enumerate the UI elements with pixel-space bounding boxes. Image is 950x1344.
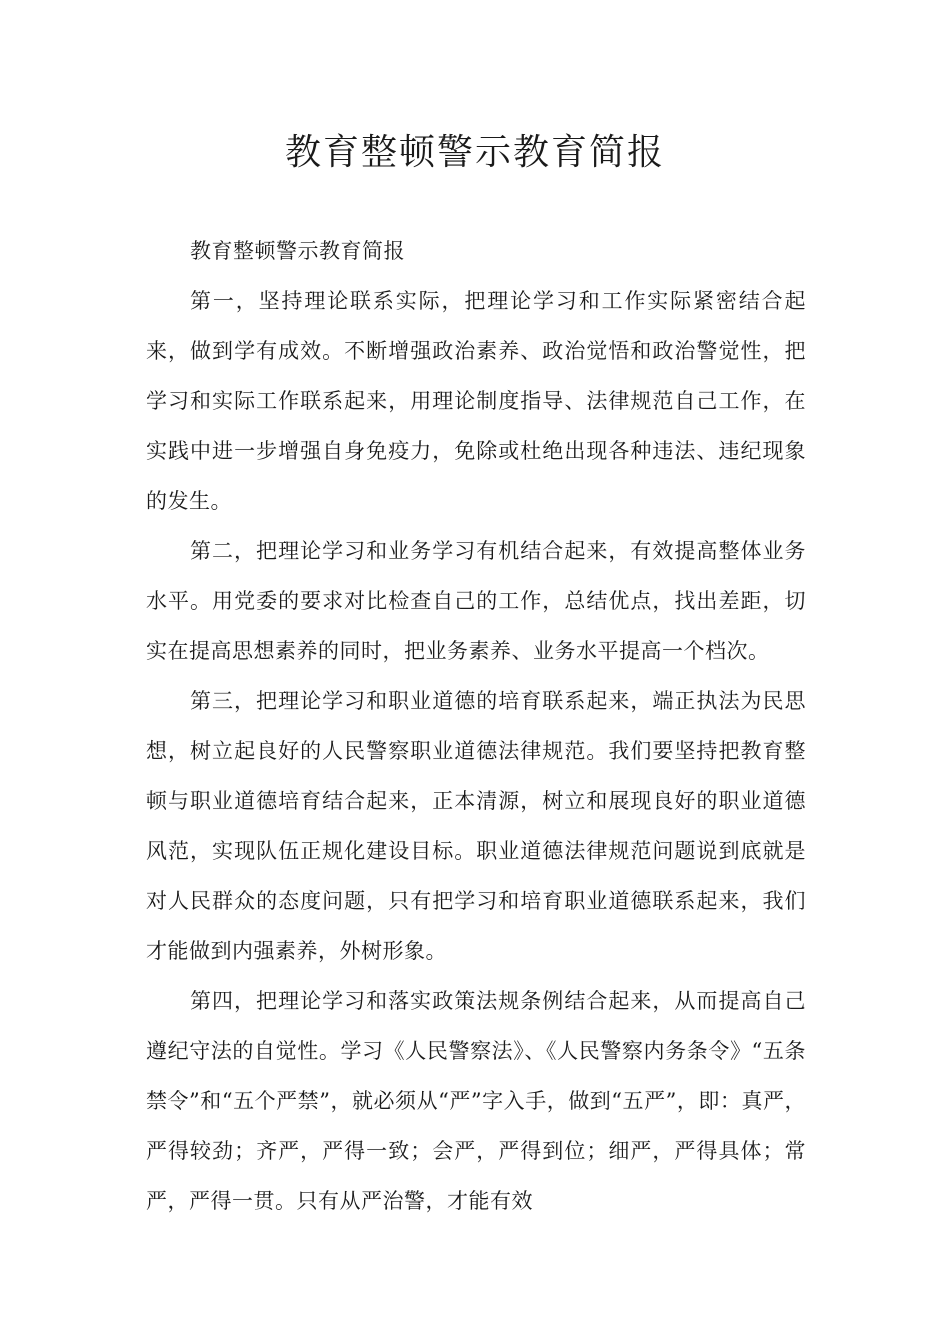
paragraph-second: 第二，把理论学习和业务学习有机结合起来，有效提高整体业务水平。用党委的要求对比检查自己的工作，总结优点，找出差距，切实在提高思想素养的同时，把业务素养、业务水平提高一个档次。 [146,539,806,663]
paragraph-first: 第一，坚持理论联系实际，把理论学习和工作实际紧密结合起来，做到学有成效。不断增强政治素养、政治觉悟和政治警觉性，把学习和实际工作联系起来，用理论制度指导、法律规范自己工作，在实践中进一步增强自身免疫力，免除或杜绝出现各种违法、违纪现象的发生。 [146,289,806,513]
document-body [146,226,806,1226]
document-title: 教育整顿警示教育简报 [284,132,665,173]
paragraph-subtitle: 教育整顿警示教育简报 [190,239,405,263]
paragraph-fourth: 第四，把理论学习和落实政策法规条例结合起来，从而提高自己遵纪守法的自觉性。学习《人民警察法》、《人民警察内务条令》“五条禁令”和“五个严禁”，就必须从“严”字入手，做到“五严”，即：真严，严得较劲；齐严，严得一致；会严，严得到位；细严，严得具体；常严，严得一贯。只有从严治警，才能有效 [146,989,806,1213]
paragraph-third: 第三，把理论学习和职业道德的培育联系起来，端正执法为民思想，树立起良好的人民警察职业道德法律规范。我们要坚持把教育整顿与职业道德培育结合起来，正本清源，树立和展现良好的职业道德风范，实现队伍正规化建设目标。职业道德法律规范问题说到底就是对人民群众的态度问题，只有把学习和培育职业道德联系起来，我们才能做到内强素养，外树形象。 [146,689,806,963]
